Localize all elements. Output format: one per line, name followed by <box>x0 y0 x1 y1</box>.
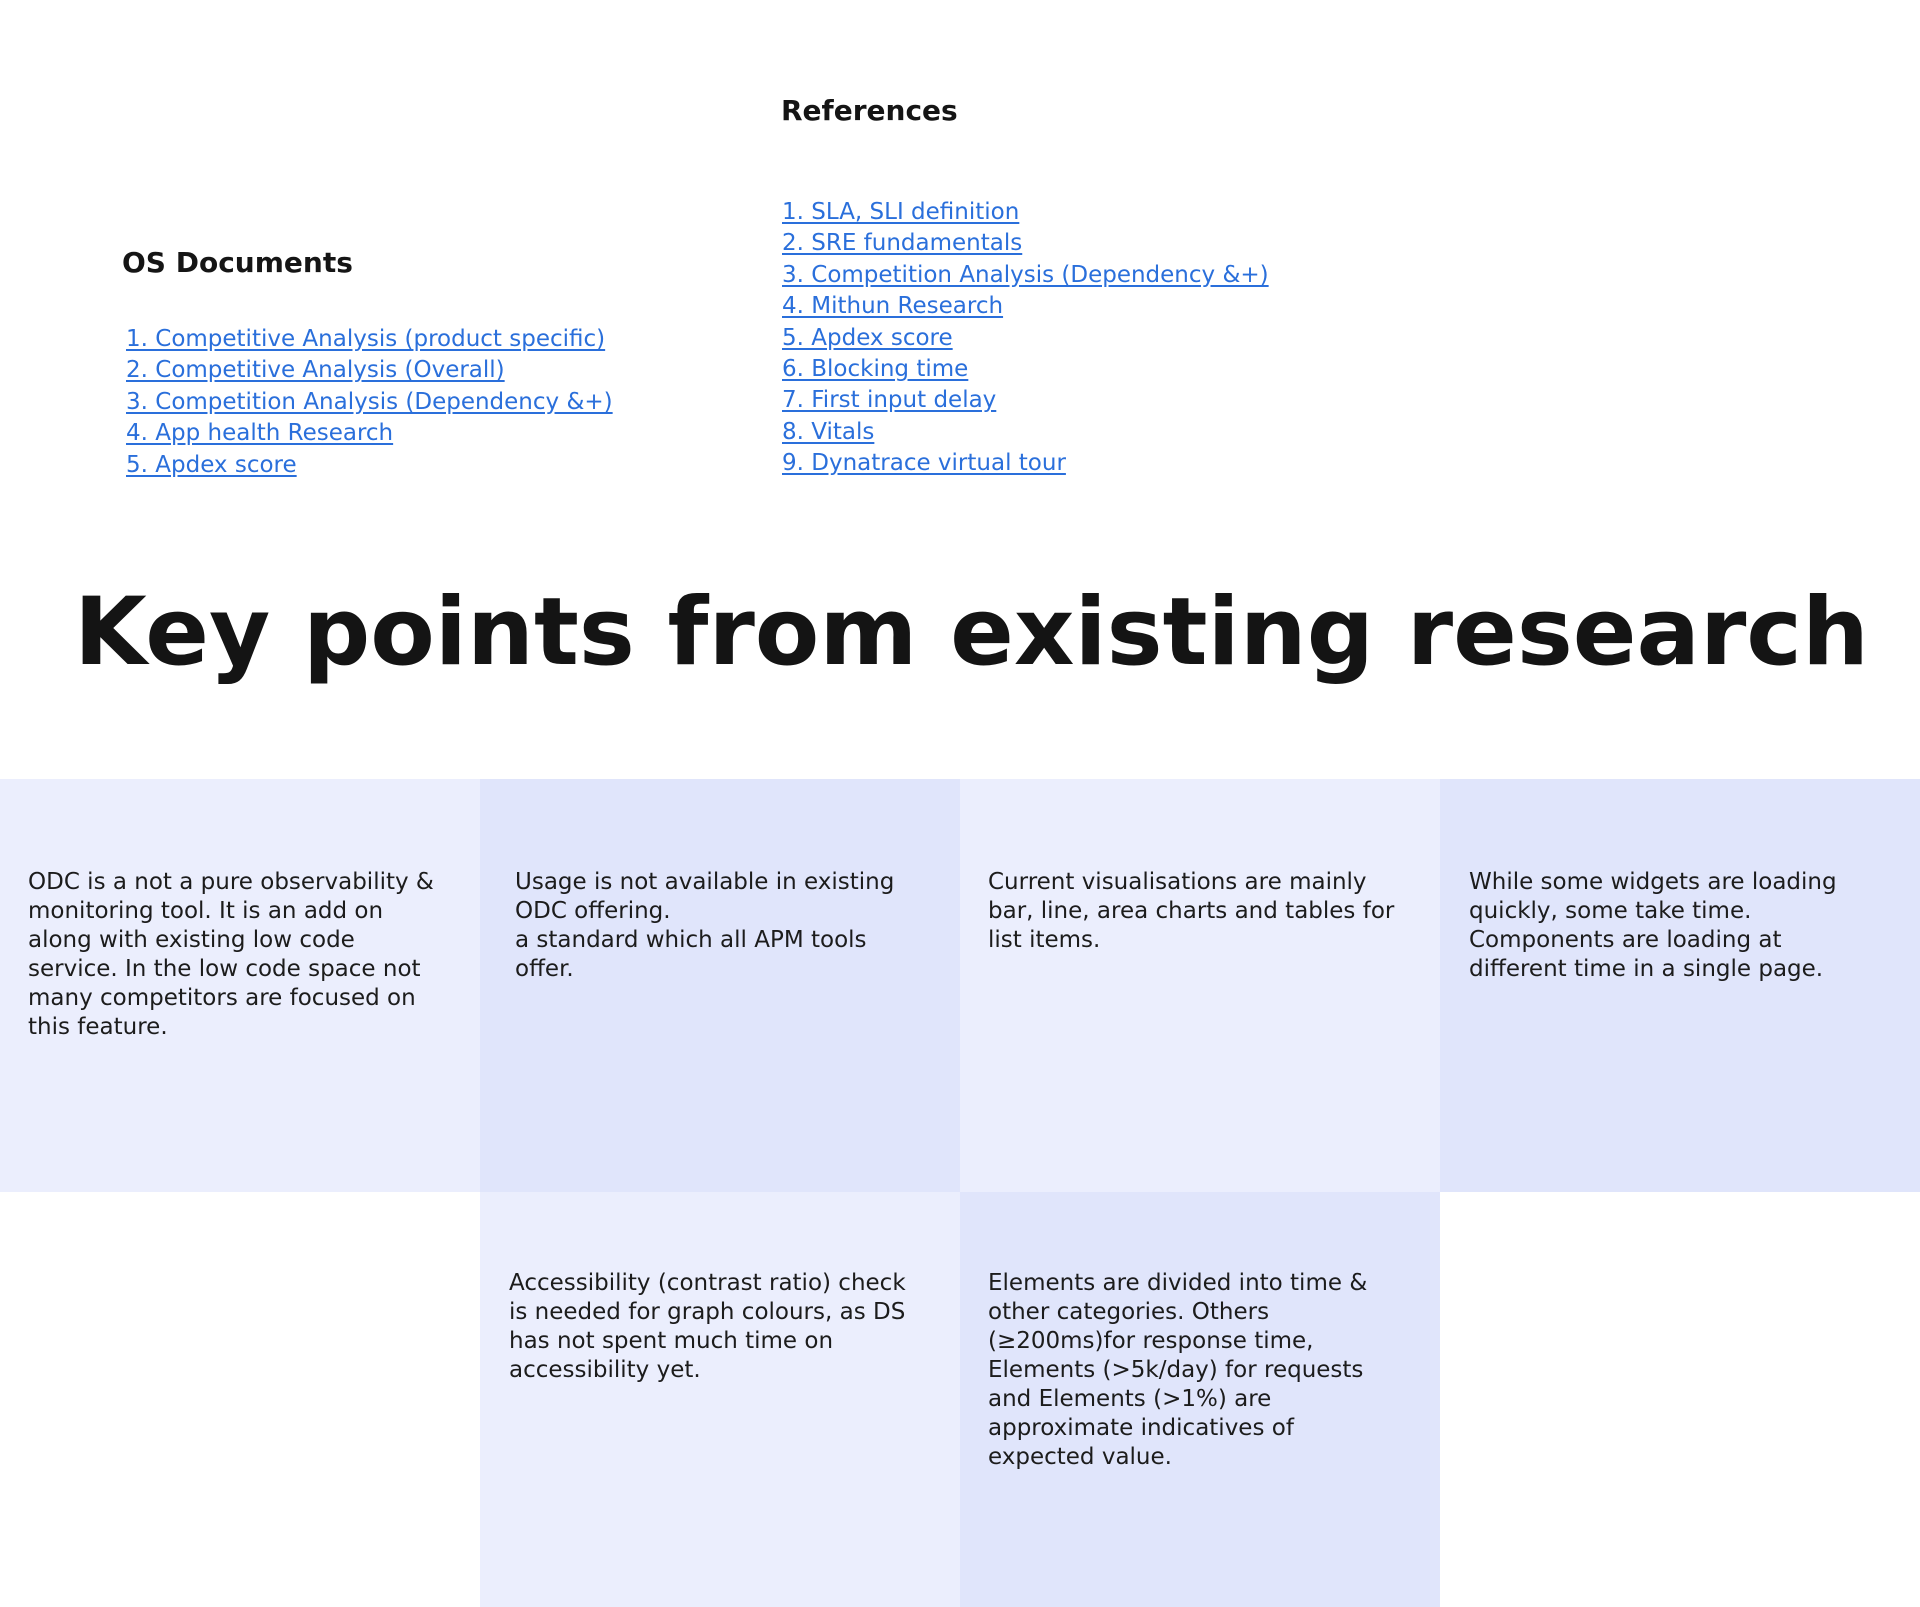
list-item <box>126 418 613 449</box>
key-point-text: While some widgets are loading quickly, some take time. Components are loading at different time in a single page. <box>1469 869 1837 982</box>
ref-link-dynatrace-virtual-tour[interactable]: 9. Dynatrace virtual tour <box>782 450 1066 477</box>
ref-link-apdex-score[interactable]: 5. Apdex score <box>782 324 953 351</box>
list-item <box>782 291 1269 322</box>
list-item <box>782 417 1269 448</box>
list-item <box>126 324 613 355</box>
key-point-text: Accessibility (contrast ratio) check is needed for graph colours, as DS has not spent much time on accessibility yet. <box>509 1270 906 1383</box>
list-item <box>782 260 1269 291</box>
references-list <box>782 197 1269 480</box>
os-documents-list <box>126 324 613 481</box>
key-point-card <box>960 1192 1440 1607</box>
os-doc-link-apdex-score[interactable]: 5. Apdex score <box>126 451 297 478</box>
list-item <box>126 450 613 481</box>
list-item <box>782 323 1269 354</box>
list-item <box>782 354 1269 385</box>
key-point-card <box>960 779 1440 1192</box>
key-point-card <box>480 779 960 1192</box>
os-doc-link-competitive-analysis-product[interactable]: 1. Competitive Analysis (product specific) <box>126 326 606 352</box>
os-documents-heading: OS Documents <box>122 246 353 279</box>
ref-link-competition-analysis-dependency[interactable]: 3. Competition Analysis (Dependency &+) <box>782 261 1269 288</box>
os-doc-link-app-health-research[interactable]: 4. App health Research <box>126 420 394 447</box>
list-item <box>782 228 1269 259</box>
ref-link-blocking-time[interactable]: 6. Blocking time <box>782 356 969 383</box>
key-point-text: Elements are divided into time & other categories. Others (≥200ms)for response time, Elements (>5k/day) for requests and Elements (>1%) are approximate indicatives of expected value. <box>988 1270 1368 1470</box>
ref-link-vitals[interactable]: 8. Vitals <box>782 418 875 445</box>
os-doc-link-competitive-analysis-overall[interactable]: 2. Competitive Analysis (Overall) <box>126 357 505 384</box>
page-title: Key points from existing research <box>74 578 1869 687</box>
key-point-card <box>1440 779 1920 1192</box>
list-item <box>782 448 1269 479</box>
key-point-text: Current visualisations are mainly bar, line, area charts and tables for list items. <box>988 869 1395 953</box>
ref-link-sla-sli-definition[interactable]: 1. SLA, SLI definition <box>782 199 1020 225</box>
key-point-text: Usage is not available in existing ODC offering. a standard which all APM tools offer. <box>515 869 895 982</box>
references-heading: References <box>781 94 958 127</box>
list-item <box>782 385 1269 416</box>
key-point-card <box>480 1192 960 1607</box>
list-item <box>126 355 613 386</box>
ref-link-mithun-research[interactable]: 4. Mithun Research <box>782 293 1004 320</box>
key-point-card <box>0 779 480 1192</box>
list-item <box>782 197 1269 228</box>
key-point-text: ODC is a not a pure observability & monitoring tool. It is an add on along with existing low code service. In the low code space not many competitors are focused on this feature. <box>28 869 434 1040</box>
os-doc-link-competition-analysis-dependency[interactable]: 3. Competition Analysis (Dependency &+) <box>126 388 613 415</box>
ref-link-sre-fundamentals[interactable]: 2. SRE fundamentals <box>782 230 1023 257</box>
list-item <box>126 387 613 418</box>
ref-link-first-input-delay[interactable]: 7. First input delay <box>782 387 997 414</box>
